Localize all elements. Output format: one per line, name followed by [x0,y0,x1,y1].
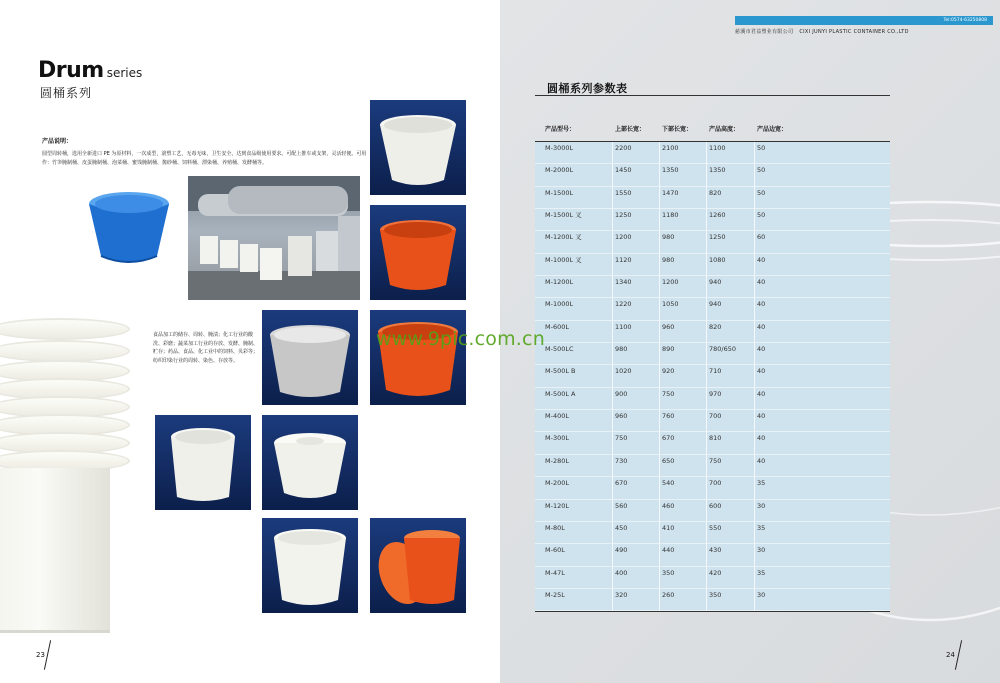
table-cell: M-1000L [545,300,574,309]
white-drum-photo-2 [155,415,251,510]
white-drum-photo-1 [370,100,466,195]
table-cell: 2100 [662,144,679,152]
table-row [535,432,890,454]
column-header: 产品型号： [545,126,576,133]
table-cell: 1220 [615,300,632,309]
table-cell: 550 [709,523,722,532]
table-row [535,522,890,544]
table-cell: 50 [757,166,766,175]
table-cell: 450 [615,523,628,532]
table-cell: 940 [709,278,722,287]
table-cell: 810 [709,434,722,443]
table-cell: 960 [662,322,675,331]
description-text: 圆型周转桶，选用全新进口 PE 为原材料，一次成型，滚塑工艺，无毒无味，卫生安全，达到食品级使用要求。可配上推车或支架，灵活轻便。可用作：竹笋腌制桶、皮蛋腌制桶、泡菜桶、蜜饯腌制桶、酱砂桶、饲料桶、漂染桶、养殖桶、发酵桶等。 [42,151,367,166]
table-cell: 760 [662,412,675,421]
table-cell: M-300L [545,434,569,443]
white-drum-lid-photo [262,415,358,510]
table-cell: M-3000L [545,144,574,152]
table-cell: 1100 [615,322,632,331]
column-header: 产品边宽： [757,126,788,133]
table-cell: 30 [757,546,766,555]
table-cell: M-500L B [545,367,576,376]
table-cell: 35 [757,479,766,488]
table-cell: 40 [757,345,766,354]
table-header [535,120,890,142]
table-cell: 1340 [615,278,632,287]
table-cell: 970 [709,389,722,398]
company-name-cn: 慈溪市君益塑业有限公司 [735,29,794,35]
page-number-right: 24 [946,651,955,659]
table-cell: 1260 [709,211,726,220]
table-cell: 40 [757,255,766,264]
table-cell: 1180 [662,211,679,220]
table-cell: 1250 [709,233,726,242]
table-row [535,164,890,186]
table-cell: M-60L [545,546,565,555]
table-row [535,365,890,387]
table-row [535,544,890,566]
table-row [535,567,890,589]
table-cell: 650 [662,456,675,465]
table-cell: 1350 [662,166,679,175]
table-cell: 260 [662,590,675,599]
table-cell: 1200 [615,233,632,242]
table-cell: 1250 [615,211,632,220]
table-cell: 40 [757,434,766,443]
table-cell: 750 [615,434,628,443]
table-row [535,231,890,253]
page-number-left: 23 [36,651,45,659]
header-accent-bar [735,16,993,25]
column-header: 下部长宽： [662,126,693,133]
table-cell: 50 [757,144,766,152]
table-cell: 35 [757,568,766,577]
table-cell: 540 [662,479,675,488]
table-row [535,209,890,231]
table-cell: M-25L [545,590,565,599]
table-row [535,500,890,522]
table-cell: M-200L [545,479,569,488]
telephone: Tel:0574-63250808 [943,18,987,23]
table-cell: 440 [662,546,675,555]
table-cell: 890 [662,345,675,354]
table-row [535,477,890,499]
orange-drum-photo-1 [370,205,466,300]
table-cell: M-80L [545,523,565,532]
grey-drum-photo [262,310,358,405]
table-cell: 420 [709,568,722,577]
description-label: 产品说明： [42,138,73,145]
table-cell: 940 [709,300,722,309]
table-cell: 40 [757,456,766,465]
table-cell: 40 [757,300,766,309]
table-cell: 670 [662,434,675,443]
table-cell: 430 [709,546,722,555]
table-cell: 560 [615,501,628,510]
table-body [535,142,890,611]
table-cell: M-500LC [545,345,574,354]
blue-drum-photo [79,176,179,271]
table-row [535,589,890,611]
table-cell: 2200 [615,144,632,152]
table-cell: M-600L [545,322,569,331]
table-row [535,254,890,276]
table-cell: 710 [709,367,722,376]
table-cell: 820 [709,188,722,197]
application-text: 食品加工的储存、周转、腌渍；化工行业的酸洗、彩磨；蔬菜加工行业的存放、发酵、腌制、贮存；药品、食品、化工业中的饲料、贝彩等；纺织印染行业的周转、染色、存放等。 [153,332,259,364]
table-cell: M-1000L 叉 [545,255,582,264]
table-row [535,142,890,164]
table-cell: 670 [615,479,628,488]
title-series: series [106,66,143,80]
column-header: 产品高度： [709,126,740,133]
table-cell: 700 [709,412,722,421]
company-name-en: CIXI JUNYI PLASTIC CONTAINER CO.,LTD [799,29,909,35]
table-cell: 900 [615,389,628,398]
table-row [535,455,890,477]
table-cell: M-2000L [545,166,574,175]
table-cell: M-280L [545,456,569,465]
table-cell: 350 [709,590,722,599]
table-cell: 980 [615,345,628,354]
table-cell: 30 [757,501,766,510]
table-cell: M-47L [545,568,565,577]
table-cell: 320 [615,590,628,599]
table-cell: M-1200L 叉 [545,233,582,242]
page-title [38,58,142,83]
table-cell: 980 [662,255,675,264]
table-cell: 1450 [615,166,632,175]
table-cell: 40 [757,389,766,398]
table-cell: 40 [757,367,766,376]
factory-photo [188,176,360,300]
table-row [535,321,890,343]
table-cell: 40 [757,322,766,331]
table-cell: 350 [662,568,675,577]
company-name [735,28,909,35]
table-cell: M-500L A [545,389,576,398]
title-english: Drum [38,58,104,83]
table-bottom-rule [535,611,890,612]
table-cell: 730 [615,456,628,465]
table-cell: 50 [757,211,766,220]
table-cell: 60 [757,233,766,242]
table-cell: 750 [662,389,675,398]
table-cell: 1050 [662,300,679,309]
table-cell: M-1200L [545,278,574,287]
table-cell: 40 [757,278,766,287]
table-row [535,298,890,320]
table-cell: 50 [757,188,766,197]
table-cell: 410 [662,523,675,532]
table-row [535,343,890,365]
table-cell: 400 [615,568,628,577]
table-cell: M-120L [545,501,569,510]
table-cell: M-1500L [545,188,574,197]
table-cell: 30 [757,590,766,599]
table-cell: 35 [757,523,766,532]
table-cell: 1550 [615,188,632,197]
table-cell: 1350 [709,166,726,175]
page-divider-mark-left [44,640,51,670]
table-cell: 1200 [662,278,679,287]
table-cell: 1470 [662,188,679,197]
table-row [535,388,890,410]
table-cell: M-400L [545,412,569,421]
table-cell: 780/650 [709,345,737,354]
table-cell: M-1500L 叉 [545,211,582,220]
watermark: www.9pic.com.cn [376,328,545,350]
white-drum-photo-3 [262,518,358,613]
table-cell: 1100 [709,144,726,152]
table-cell: 40 [757,412,766,421]
table-cell: 700 [709,479,722,488]
table-cell: 750 [709,456,722,465]
table-row [535,410,890,432]
table-cell: 460 [662,501,675,510]
table-cell: 960 [615,412,628,421]
table-cell: 1020 [615,367,632,376]
orange-drum-with-lid-photo [370,518,466,613]
table-cell: 600 [709,501,722,510]
stacked-drums-photo [0,318,140,638]
table-row [535,187,890,209]
column-header: 上部长宽： [615,126,646,133]
table-cell: 1080 [709,255,726,264]
table-row [535,276,890,298]
table-cell: 1120 [615,255,632,264]
table-title: 圆桶系列参数表 [547,82,628,95]
table-cell: 820 [709,322,722,331]
table-cell: 920 [662,367,675,376]
title-underline [535,95,890,96]
title-chinese: 圆桶系列 [40,86,93,100]
table-cell: 490 [615,546,628,555]
spec-table [535,120,890,612]
table-cell: 980 [662,233,675,242]
orange-drum-photo-2 [370,310,466,405]
